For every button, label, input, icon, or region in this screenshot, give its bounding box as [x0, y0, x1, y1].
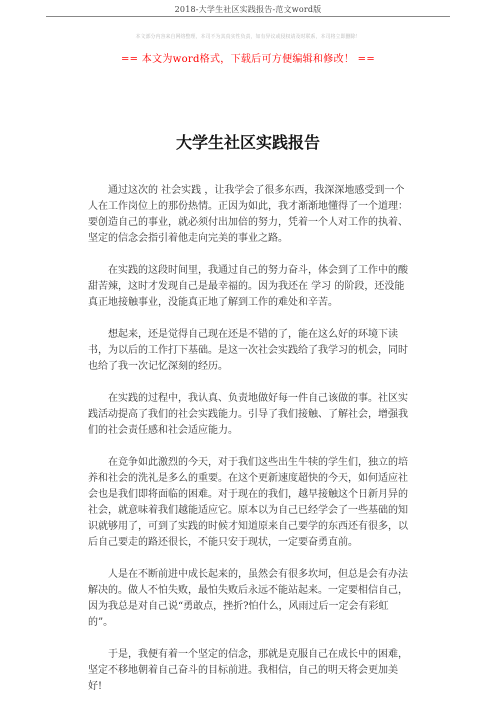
- format-notice: == 本文为word格式，下载后可方便编辑和修改！ ==: [120, 54, 376, 65]
- disclaimer-text: 本文部分内容来自网络整理，本司不为其真实性负责，如有异议或侵权请及时联系，本司将立即删除！: [135, 34, 361, 40]
- paragraph: 于是，我便有着一个坚定的信念，那就是克服自己在成长中的困难，坚定不移地朝着自己奋斗的目标前进。我相信，自己的明天将会更加美好!: [88, 649, 408, 692]
- header-divider: [46, 16, 450, 17]
- document-title: 大学生社区实践报告: [175, 133, 320, 152]
- paragraph: 想起来，还是觉得自己现在还是不错的了，能在这么好的环境下读书，为以后的工作打下基础。是这一次社会实践给了我学习的机会，同时也给了我一次记忆深刻的经历。: [88, 329, 408, 372]
- paragraph: 在实践的这段时间里，我通过自己的努力奋斗，体会到了工作中的酸甜苦辣，这时才发现自己是最幸福的。因为我还在 学习 的阶段，还没能真正地接触事业，没能真正地了解到工作的难处和辛苦。: [88, 265, 408, 308]
- paragraph: 通过这次的 社会实践 ，让我学会了很多东西，我深深地感受到一个人在工作岗位上的那份热情。正因为如此，我才渐渐地懂得了一个道理：要创造自己的事业，就必须付出加倍的努力，凭着一个人对工作的执着、坚定的信念会指引着他走向完美的事业之路。: [88, 185, 408, 244]
- paragraph: 人是在不断前进中成长起来的，虽然会有很多坎坷，但总是会有办法解决的。做人不怕失败，最怕失败后永远不能站起来。一定要相信自己，因为我总是对自己说“勇敢点，挫折?怕什么，风雨过后一定会有彩虹的”。: [88, 569, 408, 628]
- paragraph: 在实践的过程中，我认真、负责地做好每一件自己该做的事。社区实践活动提高了我们的社会实践能力。引导了我们接触、了解社会，增强我们的社会责任感和社会适应能力。: [88, 393, 408, 436]
- document-body: [88, 183, 408, 711]
- paragraph: 在竞争如此激烈的今天，对于我们这些出生牛犊的学生们，独立的培养和社会的洗礼是多么的重要。在这个更新速度超快的今天，如何适应社会也是我们即将面临的困难。对于现在的我们，越早接触这个日新月异的社会，就意味着我们越能适应它。原本以为自己已经学会了一些基础的知识就够用了，可到了实践的时候才知道原来自己要学的东西还有很多，以后自己要走的路还很长，不能只安于现状，一定要奋勇直前。: [88, 457, 408, 548]
- header-title: 2018-大学生社区实践报告-范文word版: [174, 5, 322, 14]
